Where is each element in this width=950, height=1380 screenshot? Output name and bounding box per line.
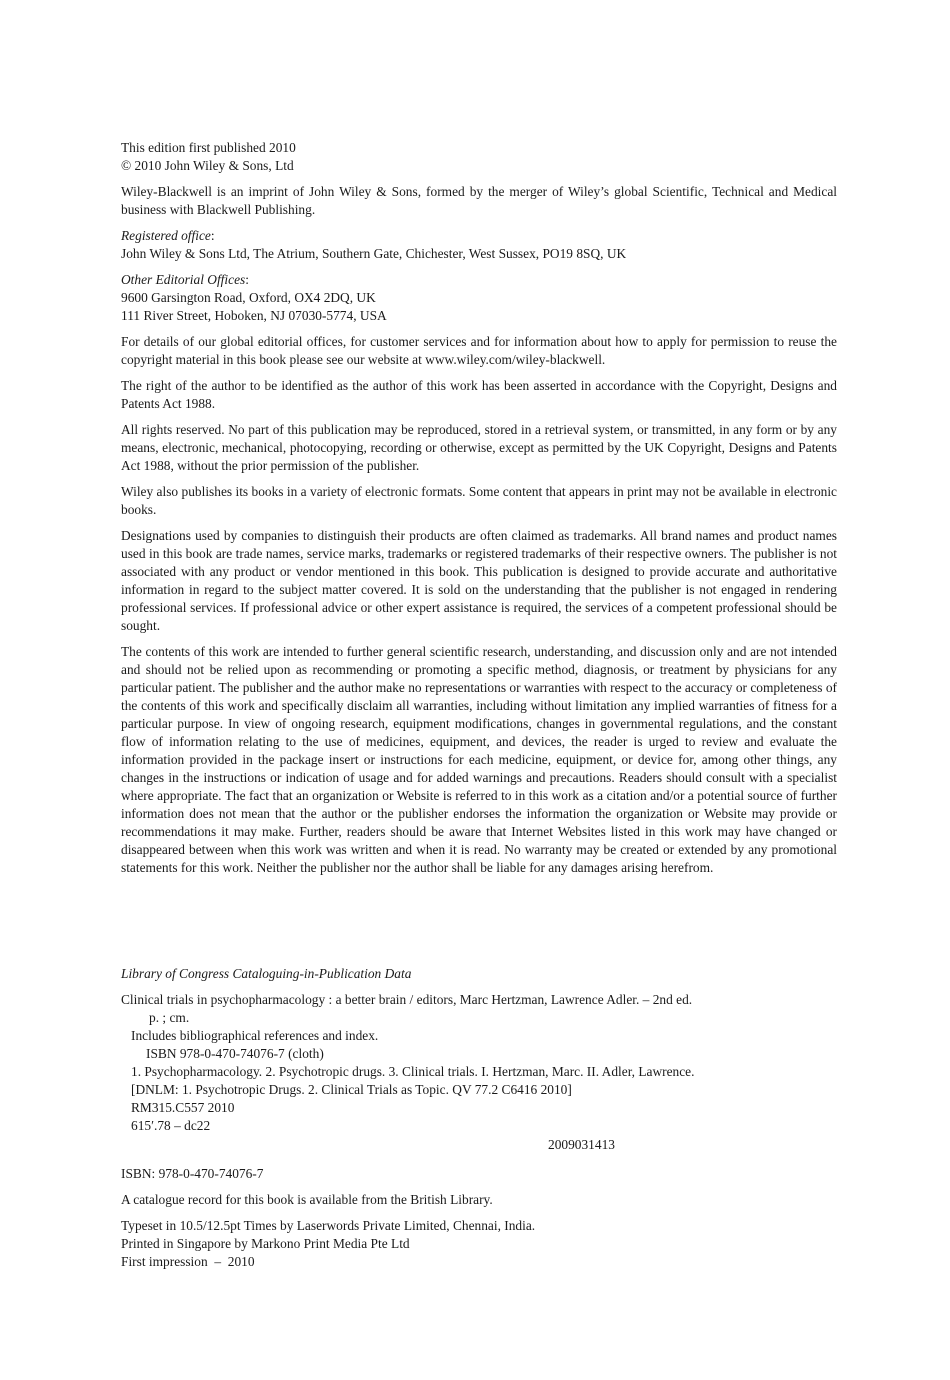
cip-isbn: ISBN 978-0-470-74076-7 (cloth) — [146, 1046, 324, 1061]
registered-office-label: Registered office — [121, 228, 211, 243]
trademarks-paragraph: Designations used by companies to distinguish their products are often claimed as trademarks. All brand names and product names used in this book are trade names, service marks, trademarks or registered trademarks of their respective owners. The publisher is not associated with any product or vendor mentioned in this book. This publication is designed to provide accurate and authoritative information in regard to the subject matter covered. It is sold on the understanding that the publisher is not engaged in rendering professional services. If professional advice or other expert assistance is required, the services of a competent professional should be sought. — [121, 528, 837, 633]
other-offices-colon: : — [245, 272, 249, 287]
edition-line — [121, 139, 837, 175]
other-offices-label: Other Editorial Offices — [121, 272, 246, 287]
first-published-text: This edition first published 2010 — [121, 140, 296, 155]
cip-lc-class: RM315.C557 2010 — [131, 1100, 235, 1115]
cip-physical: p. ; cm. — [149, 1010, 190, 1025]
cip-main-entry: Clinical trials in psychopharmacology : a better brain / editors, Marc Hertzman, Lawrence Adler. – 2nd ed. — [121, 992, 693, 1007]
rights-reserved-paragraph: All rights reserved. No part of this publication may be reproduced, stored in a retrieval system, or transmitted, in any form or by any means, electronic, mechanical, photocopying, recording or otherwise, except as permitted by the UK Copyright, Designs and Patents Act 1988, without the prior permission of the publisher. — [121, 422, 837, 473]
registered-office-heading — [121, 227, 837, 245]
impression-line: First impression – 2010 — [121, 1254, 255, 1269]
typeset-line: Typeset in 10.5/12.5pt Times by Laserwords Private Limited, Chennai, India. — [121, 1218, 536, 1233]
cip-dnlm: [DNLM: 1. Psychotropic Drugs. 2. Clinical Trials as Topic. QV 77.2 C6416 2010] — [131, 1082, 572, 1097]
catalogue-record: A catalogue record for this book is available from the British Library. — [121, 1192, 493, 1207]
office-address: 111 River Street, Hoboken, NJ 07030-5774, USA — [121, 308, 387, 323]
cip-dewey: 615′.78 – dc22 — [131, 1118, 211, 1133]
author-right-paragraph: The right of the author to be identified as the author of this work has been asserted in accordance with the Copyright, Designs and Patents Act 1988. — [121, 378, 837, 411]
cip-lccn: 2009031413 — [548, 1137, 615, 1152]
other-offices-heading — [121, 271, 837, 289]
cip-subjects: 1. Psychopharmacology. 2. Psychotropic drugs. 3. Clinical trials. I. Hertzman, Marc. II. Adler, Lawrence. — [131, 1064, 695, 1079]
disclaimer-paragraph: The contents of this work are intended to further general scientific research, understanding, and discussion only and are not intended and should not be relied upon as recommending or promoting a specific method, diagnosis, or treatment by physicians for any particular patient. The publisher and the author make no representations or warranties with respect to the accuracy or completeness of the contents of this work and specifically disclaim all warranties, including without limitation any implied warranties of fitness for a particular purpose. In view of ongoing research, equipment modifications, changes in governmental regulations, and the constant flow of information relating to the use of medicines, equipment, and devices, the reader is urged to review and evaluate the information provided in the package insert or instructions for each medicine, equipment, or device for, among other things, any changes in the instructions or indication of usage and for added warnings and precautions. Readers should consult with a specialist where appropriate. The fact that an organization or Website is referred to in this work as a citation and/or a potential source of further information does not mean that the author or the publisher endorses the information the organization or Website may provide or recommendations it may make. Further, readers should be aware that Internet Websites listed in this work may have changed or disappeared between when this work was written and when it is read. No warranty may be created or extended by any promotional statements for this work. Neither the publisher nor the author shall be liable for any damages arising herefrom. — [121, 644, 837, 875]
cip-title: Library of Congress Cataloguing-in-Publication Data — [121, 966, 412, 981]
printed-line: Printed in Singapore by Markono Print Media Pte Ltd — [121, 1236, 410, 1251]
registered-office — [121, 227, 837, 263]
copyright-page-body — [121, 139, 837, 877]
electronic-formats-paragraph: Wiley also publishes its books in a variety of electronic formats. Some content that appears in print may not be available in electronic books. — [121, 484, 837, 517]
copyright-text: © 2010 John Wiley & Sons, Ltd — [121, 158, 294, 173]
registered-office-colon: : — [210, 228, 215, 243]
registered-office-address: John Wiley & Sons Ltd, The Atrium, Southern Gate, Chichester, West Sussex, PO19 8SQ, UK — [121, 246, 627, 261]
cip-notes: Includes bibliographical references and index. — [131, 1028, 379, 1043]
footer-isbn: ISBN: 978-0-470-74076-7 — [121, 1166, 264, 1181]
imprint-note: Wiley-Blackwell is an imprint of John Wiley & Sons, formed by the merger of Wiley’s global Scientific, Technical and Medical business with Blackwell Publishing. — [121, 184, 837, 217]
details-paragraph: For details of our global editorial offices, for customer services and for information about how to apply for permission to reuse the copyright material in this book please see our website at www.wiley.com/wiley-blackwell. — [121, 334, 837, 367]
cip-data-block — [121, 965, 837, 1271]
other-editorial-offices — [121, 271, 837, 325]
office-address: 9600 Garsington Road, Oxford, OX4 2DQ, UK — [121, 290, 376, 305]
production-info — [121, 1217, 837, 1271]
